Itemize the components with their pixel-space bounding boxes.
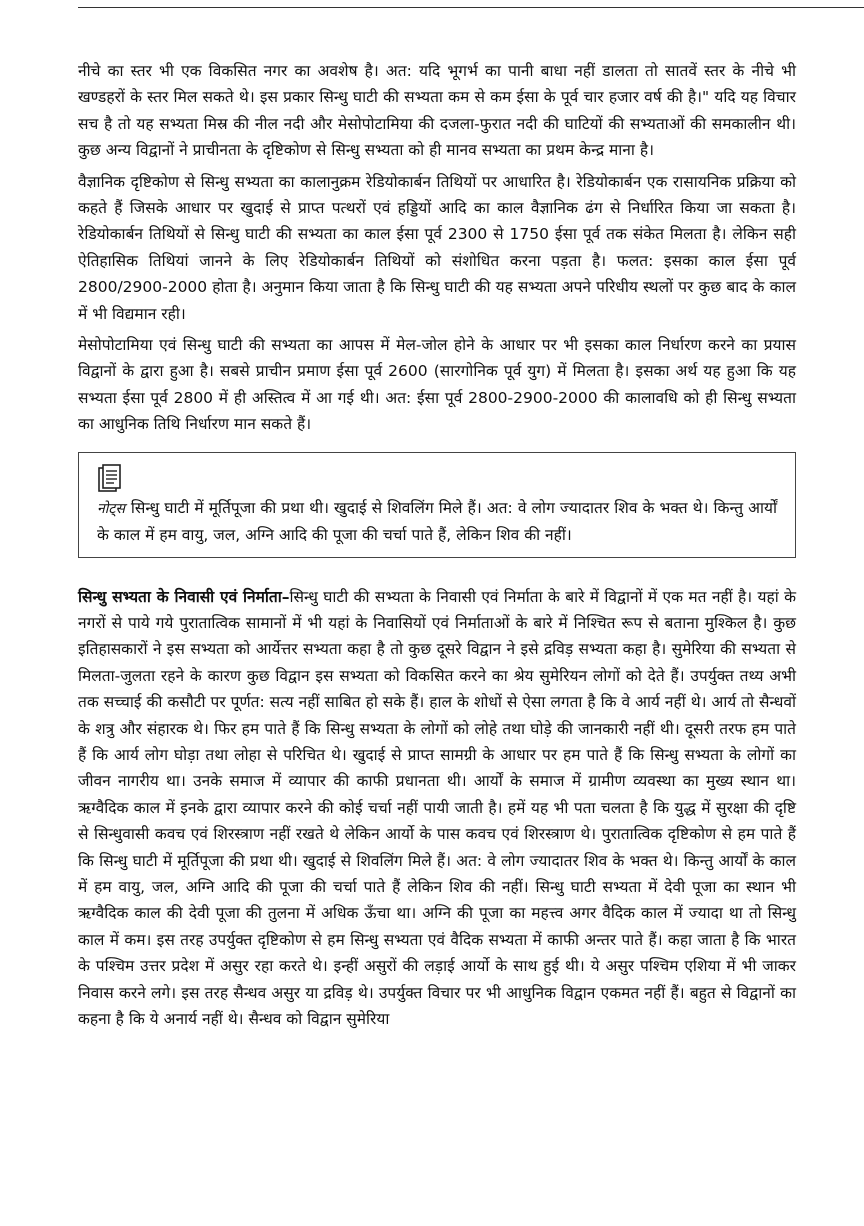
section-paragraph [78,584,796,1033]
section-body: सिन्धु घाटी की सभ्यता के निवासी एवं निर्माता के बारे में विद्वानों में एक मत नहीं है। यहां के नगरों से पाये गये पुरातात्विक सामानों में भी यहां के निवासियों एवं निर्माताओं के बारे में निश्चित रूप से बताना मुश्किल है। कुछ इतिहासकारों ने इस सभ्यता को आर्येत्तर सभ्यता कहा है तो कुछ दूसरे विद्वान ने इसे द्रविड़ सभ्यता कहा है। सुमेरिया की सभ्यता से मिलता-जुलता रहने के कारण कुछ विद्वान इस सभ्यता को विकसित करने का श्रेय सुमेरियन लोगों को देते हैं। उपर्युक्त तथ्य अभी तक सच्चाई की कसौटी पर पूर्णत: सत्य नहीं साबित हो सके हैं। हाल के शोधों से ऐसा लगता है कि वे आर्य नहीं थे। आर्य तो सैन्धवों के शत्रु और संहारक थे। फिर हम पाते हैं कि सिन्धु सभ्यता के लोगों को लोहे तथा घोड़े की जानकारी नहीं थी। दूसरी तरफ हम पाते हैं कि आर्य लोग घोड़ा तथा लोहा से परिचित थे। खुदाई से प्राप्त सामग्री के आधार पर हम पाते हैं कि सिन्धु सभ्यता के लोगों का जीवन नागरीय था। उनके समाज में व्यापार की काफी प्रधानता थी। आर्यों के समाज में ग्रामीण व्यवस्था का मुख्य स्थान था। ऋग्वैदिक काल में इनके द्वारा व्यापार करने की कोई चर्चा नहीं पायी जाती है। हमें यह भी पता चलता है कि युद्ध में सुरक्षा की दृष्टि से सिन्धुवासी कवच एवं शिरस्त्राण नहीं रखते थे लेकिन आर्यो के पास कवच एवं शिरस्त्राण थे। पुरातात्विक दृष्टिकोण से हम पाते हैं कि सिन्धु घाटी में मूर्तिपूजा की प्रथा थी। खुदाई से शिवलिंग मिले हैं। अत: वे लोग ज्यादातर शिव के भक्त थे। किन्तु आर्यों के काल में हम वायु, जल, अग्नि आदि की पूजा की चर्चा पाते हैं लेकिन शिव की नहीं। सिन्धु घाटी सभ्यता में देवी पूजा का स्थान भी ऋग्वैदिक काल की देवी पूजा की तुलना में अधिक ऊँचा था। अग्नि की पूजा का महत्त्व अगर वैदिक काल में ज्यादा था तो सिन्धु काल में कम। इस तरह उपर्युक्त दृष्टिकोण से हम सिन्धु सभ्यता एवं वैदिक सभ्यता में काफी अन्तर पाते हैं। कहा जाता है कि भारत के पश्चिम उत्तर प्रदेश में असुर रहा करते थे। इन्हीं असुरों की लड़ाई आर्यो के साथ हुई थी। ये असुर पश्चिम एशिया में भी जाकर निवास करने लगे। इस तरह सैन्धव असुर या द्रविड़ थे। उपर्युक्त विचार पर भी आधुनिक विद्वान एकमत नहीं हैं। बहुत से विद्वानों का कहना है कि ये अनार्य नहीं थे। सैन्धव को विद्वान सुमेरिया [78,587,796,1028]
note-box [78,452,796,558]
paragraph-2: वैज्ञानिक दृष्टिकोण से सिन्धु सभ्यता का कालानुक्रम रेडियोकार्बन तिथियों पर आधारित है। रेडियोकार्बन एक रासायनिक प्रक्रिया को कहते हैं जिसके आधार पर खुदाई से प्राप्त पत्थरों एवं हड्डियों आदि का काल वैज्ञानिक ढंग से निर्धारित किया जा सकता है। रेडियोकार्बन तिथियों से सिन्धु घाटी की सभ्यता का काल ईसा पूर्व 2300 से 1750 ईसा पूर्व तक संकेत मिलता है। लेकिन सही ऐतिहासिक तिथियां जानने के लिए रेडियोकार्बन तिथियों को संशोधित करना पड़ता है। फलत: इसका काल ईसा पूर्व 2800/2900-2000 होता है। अनुमान किया जाता है कि सिन्धु घाटी की यह सभ्यता अपने परिधीय स्थलों पर कुछ बाद के काल में भी विद्यमान रही। [78,172,796,323]
note-body: सिन्धु घाटी में मूर्तिपूजा की प्रथा थी। खुदाई से शिवलिंग मिले हैं। अत: वे लोग ज्यादातर शिव के भक्त थे। किन्तु आर्यों के काल में हम वायु, जल, अग्नि आदि की पूजा की चर्चा पाते हैं, लेकिन शिव की नहीं। [97,498,777,545]
document-page [78,58,796,1037]
paragraph-1: नीचे का स्तर भी एक विकसित नगर का अवशेष है। अत: यदि भूगर्भ का पानी बाधा नहीं डालता तो सातवें स्तर के नीचे भी खण्डहरों के स्तर मिल सकते थे। इस प्रकार सिन्धु घाटी की सभ्यता कम से कम ईसा के पूर्व चार हजार वर्ष की है।" यदि यह विचार सच है तो यह सभ्यता मिस्र की नील नदी और मेसोपोटामिया की दजला-फुरात नदी की घाटियों की सभ्यताओं की समकालीन थी। कुछ अन्य विद्वानों ने प्राचीनता के दृष्टिकोण से सिन्धु सभ्यता को ही मानव सभ्यता का प्रथम केन्द्र माना है। [78,62,796,160]
section-heading: सिन्धु सभ्यता के निवासी एवं निर्माता– [78,587,290,606]
note-label: नोट्स [97,500,125,517]
notes-icon [97,463,123,493]
top-rule [78,7,864,8]
note-text [97,495,777,549]
paragraph-3: मेसोपोटामिया एवं सिन्धु घाटी की सभ्यता का आपस में मेल-जोल होने के आधार पर भी इसका काल निर्धारण करने का प्रयास विद्वानों के द्वारा हुआ है। सबसे प्राचीन प्रमाण ईसा पूर्व 2600 (सारगोनिक पूर्व युग) में मिलता है। इसका अर्थ यह हुआ कि यह सभ्यता ईसा पूर्व 2800 में ही अस्तित्व में आ गई थी। अत: ईसा पूर्व 2800-2900-2000 की कालावधि को ही सिन्धु सभ्यता का आधुनिक तिथि निर्धारण मान सकते हैं। [78,336,796,434]
